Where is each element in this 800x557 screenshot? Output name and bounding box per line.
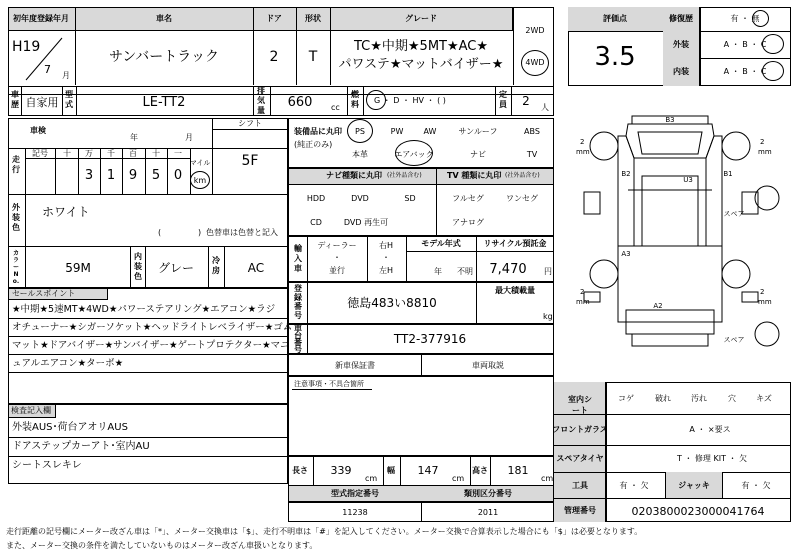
label-spare-top: スペア: [723, 210, 745, 218]
door-label: ドア: [266, 14, 282, 23]
windshield-options: A ・ ×要ス: [689, 425, 731, 434]
tv-header-small: (社外品含む): [505, 172, 540, 179]
rear-lower: [618, 246, 722, 322]
chassis-label: 車台番号: [294, 324, 302, 354]
repair-label: 修復歴: [669, 14, 693, 23]
jack-label: ジャッキ: [678, 481, 710, 490]
digit-header-3: 千: [107, 149, 115, 158]
notes-label: 注意事項・不具合箇所: [294, 380, 364, 388]
month-unit: 月: [62, 71, 70, 80]
score-label: 評価点: [603, 14, 627, 23]
seat-opt-3: 汚れ: [691, 394, 707, 403]
seat-opt-1: コゲ: [618, 394, 634, 403]
mileage-digit-2: 3: [84, 168, 94, 183]
label-b1: B1: [723, 170, 733, 178]
recycle-label: リサイクル預託金: [483, 239, 547, 248]
label-mm-bl: mm: [576, 298, 590, 306]
exterior-c-circle: [762, 34, 784, 54]
interior-c-circle: [762, 61, 784, 81]
width-label: 幅: [387, 466, 395, 475]
interior-options: A ・ B ・ C: [723, 67, 767, 76]
windshield-label: フロントガラス: [552, 425, 608, 434]
month-value: 7: [44, 63, 51, 76]
chassis-value: TT2-377916: [393, 332, 467, 346]
interior-label: 内装: [673, 67, 689, 76]
digit-header-6: 一: [174, 149, 182, 158]
cab-roof: [638, 132, 702, 154]
tv-oneseg: ワンセグ: [506, 194, 538, 203]
inspection-month-unit: 月: [185, 133, 193, 142]
footer-line-1: 走行距離の記号欄にメーター改ざん車は「*」、メーター交換車は「$」、走行不明車は「#」を記入してください。メーター交換で合算表示した場合にも「$」は必要となります。: [6, 527, 643, 536]
width-value: 147: [417, 464, 439, 477]
mileage-unit-mile: マイル: [189, 159, 211, 167]
color-label: 外装色: [12, 203, 20, 232]
max-load-label: 最大積載量: [495, 286, 535, 295]
navi-sd: SD: [404, 194, 416, 203]
mgmt-value: 0203800023000041764: [631, 505, 765, 518]
equip-airbag: エアバック: [394, 150, 434, 159]
label-mm-tr: mm: [758, 148, 772, 156]
displacement-unit: cc: [331, 103, 340, 112]
label-2-tl: 2: [580, 138, 585, 146]
type-cert-value: 11238: [342, 508, 368, 517]
digit-header-2: 万: [85, 149, 93, 158]
inspector-line-2: ドアステップカーアト･室内AU: [12, 441, 150, 452]
navi-cd: CD: [310, 218, 322, 227]
model-label: 型式: [65, 90, 73, 109]
tools-label: 工具: [572, 481, 588, 490]
class-value: 2011: [477, 508, 499, 517]
navi-hdd: HDD: [306, 194, 326, 203]
sales-line-3: マット★ドアバイザー★サンバイザー★ゲートプロテクター★マニ: [12, 340, 290, 351]
height-label: 高さ: [472, 466, 488, 475]
tv-fullseg: フルセグ: [452, 194, 484, 203]
manual-label: 車両取説: [472, 361, 504, 370]
inspector-label: 検査記入欄: [11, 406, 51, 415]
displacement-label: 排気量: [257, 86, 265, 115]
label-2-br: 2: [760, 288, 765, 296]
sales-points-label: セールスポイント: [12, 289, 76, 298]
sales-line-1: ★中期★5速MT★4WD★パワーステアリング★エアコン★ラジ: [12, 304, 276, 315]
mileage-digit-5: 5: [151, 168, 161, 183]
right-side: [706, 136, 722, 246]
label-mm-br: mm: [758, 298, 772, 306]
registration-value: 徳島483い8810: [347, 296, 437, 310]
color-value: ホワイト: [42, 205, 90, 219]
type-cert-label: 型式指定番号: [331, 489, 379, 498]
length-label: 長さ: [292, 466, 308, 475]
exterior-options: A ・ B ・ C: [723, 40, 767, 49]
drive-4wd: 4WD: [525, 58, 545, 67]
model-year-year: 年: [434, 267, 442, 276]
warranty-label: 新車保証書: [335, 361, 375, 370]
tv-header: TV 種類に丸印: [447, 171, 502, 180]
tv-analog: アナログ: [452, 218, 484, 227]
doors-value: 2: [269, 49, 279, 65]
color-no-label: カラーNo.: [12, 250, 20, 285]
label-2-bl: 2: [580, 288, 585, 296]
repair-options: 有 ・ 無: [730, 14, 760, 23]
max-load-unit: kg: [543, 312, 553, 321]
equip-airbag-circle: [395, 140, 433, 166]
spare-tire-bottom: [755, 322, 779, 346]
equip-leather: 本革: [352, 150, 368, 159]
shape-label: 形状: [305, 14, 321, 23]
fuel-label: 燃料: [351, 90, 359, 109]
digit-header-1: 十: [63, 149, 71, 158]
equip-ps-circle: [347, 119, 373, 143]
header-strip: [8, 7, 513, 31]
left-block: [8, 118, 288, 288]
inspection-year-unit: 年: [130, 133, 138, 142]
interior-color-value: グレー: [157, 261, 195, 275]
seat-opt-4: 穴: [728, 394, 736, 403]
wheel-rear-right: [722, 260, 750, 288]
color-paren-close: ): [198, 228, 202, 237]
capacity-unit: 人: [541, 103, 549, 112]
mileage-code-label: 記号: [32, 149, 48, 158]
navi-header-small: (社外品含む): [387, 172, 422, 179]
equip-pw: PW: [390, 127, 404, 136]
inspector-line-3: シートスレキレ: [12, 460, 82, 471]
mileage-digit-3: 1: [106, 168, 116, 183]
label-b2: B2: [621, 170, 631, 178]
capacity-value: 2: [522, 94, 530, 108]
navi-dvd-play: DVD 再生可: [343, 218, 389, 227]
footer-line-2: また、メーター交換の条件を満たしていないものはメーター改ざん車扱いとなります。: [6, 541, 318, 550]
recycle-unit: 円: [544, 267, 552, 276]
tools-options: 有 ・ 欠: [619, 481, 649, 490]
mileage-digit-4: 9: [128, 168, 138, 183]
seat-opt-5: キズ: [756, 394, 772, 403]
wheel-front-right: [722, 132, 750, 160]
label-2-tr: 2: [760, 138, 765, 146]
era-year: H19: [12, 39, 41, 55]
grade-label: グレード: [405, 14, 437, 23]
model-year-label: モデル年式: [421, 239, 461, 248]
shift-label: シフト: [238, 119, 262, 128]
spare-tire-top: [755, 186, 779, 210]
seat-label: 室内シート: [568, 395, 592, 415]
length-unit: cm: [365, 474, 378, 483]
wheel-front-left: [590, 132, 618, 160]
spare-tire-label: スペアタイヤ: [556, 454, 604, 463]
import-dot-2: ・: [382, 253, 390, 262]
seat-opt-2: 破れ: [655, 394, 671, 403]
cargo-bed: [642, 176, 698, 246]
usage-label: 車歴: [11, 90, 19, 109]
mgmt-label: 管理番号: [564, 506, 596, 515]
navi-header: ナビ種類に丸印: [326, 171, 382, 180]
usage-value: 自家用: [25, 96, 59, 109]
import-parallel: 並行: [329, 266, 345, 275]
jack-options: 有 ・ 欠: [741, 481, 771, 490]
fuel-g-circle: [366, 90, 386, 110]
mileage-unit-km: km: [193, 176, 207, 185]
capacity-label: 定員: [499, 90, 507, 109]
sales-line-2: オチューナー★シガーソケット★ヘッドライトレベライザー★ゴム: [12, 322, 293, 333]
color-paren-open: (: [158, 228, 162, 237]
equipment-label: 装備品に丸印: [294, 127, 342, 136]
equip-ps: PS: [355, 127, 365, 136]
exterior-label: 外装: [673, 40, 689, 49]
height-value: 181: [507, 464, 529, 477]
repair-none-circle: [752, 10, 769, 27]
mileage-label: 走行: [12, 155, 20, 174]
equip-navi: ナビ: [470, 150, 486, 159]
digit-header-4: 百: [129, 149, 137, 158]
shift-value: 5F: [241, 153, 259, 169]
width-unit: cm: [452, 474, 465, 483]
car-name-value: サンバートラック: [108, 49, 220, 65]
color-note: 色替車は色替と記入: [206, 228, 278, 237]
vehicle-diagram: [562, 96, 794, 380]
rear-bumper: [632, 334, 708, 346]
model-value: LE-TT2: [142, 95, 186, 110]
score-value: 3.5: [594, 42, 636, 72]
mileage-digit-6: 0: [173, 168, 183, 183]
label-spare-bottom: スペア: [723, 336, 745, 344]
equip-sunroof: サンルーフ: [458, 127, 498, 136]
label-a3: A3: [621, 250, 631, 258]
label-mm-tl: mm: [576, 148, 590, 156]
recycle-value: 7,470: [489, 262, 527, 277]
left-side: [618, 136, 634, 246]
equip-tv: TV: [526, 150, 538, 159]
class-label: 類別区分番号: [464, 489, 512, 498]
equipment-sublabel: (純正のみ): [294, 140, 333, 149]
inspection-label: 車検: [30, 126, 46, 135]
color-no-value: 59M: [65, 261, 91, 275]
wheel-rear-left: [590, 260, 618, 288]
inspector-line-1: 外装AUS･荷台アオリAUS: [12, 422, 128, 433]
row2: [8, 86, 554, 116]
model-year-unknown: 不明: [457, 267, 473, 276]
equip-aw: AW: [423, 127, 437, 136]
displacement-value: 660: [287, 95, 313, 110]
equip-abs: ABS: [524, 127, 540, 136]
car-name-label: 車名: [156, 14, 172, 23]
import-label: 輸入車: [294, 244, 302, 273]
import-left-h: 左H: [378, 266, 394, 275]
first-reg-label: 初年度登録年月: [13, 14, 69, 23]
import-right-h: 右H: [378, 241, 394, 250]
drive-4wd-circle: [521, 50, 549, 76]
ac-value: AC: [247, 261, 265, 275]
ac-label: 冷房: [212, 256, 220, 275]
import-dealer: ディーラー: [317, 241, 357, 250]
label-a2: A2: [653, 302, 663, 310]
length-value: 339: [330, 464, 352, 477]
height-unit: cm: [541, 474, 554, 483]
label-b3: B3: [665, 116, 675, 124]
import-dot-1: ・: [333, 253, 341, 262]
interior-color-label: 内装色: [134, 252, 142, 281]
fuel-options: G ・ D ・ HV ・ ( ): [374, 96, 446, 105]
digit-header-5: 十: [152, 149, 160, 158]
registration-label: 登録番号: [294, 284, 302, 320]
sales-line-4: ュアルエアコン★ターボ★: [12, 358, 124, 369]
label-u3: U3: [683, 176, 693, 184]
notes-box: [288, 376, 554, 456]
grade-line1: TC★中期★5MT★AC★: [353, 39, 489, 54]
drive-2wd: 2WD: [525, 26, 545, 35]
spare-tire-options: T ・ 修理 KIT ・ 欠: [676, 454, 748, 463]
grade-line2: パワステ★マットバイザー★: [338, 57, 504, 72]
km-circle: [190, 171, 210, 189]
navi-dvd: DVD: [351, 194, 369, 203]
shape-value: T: [308, 49, 318, 65]
